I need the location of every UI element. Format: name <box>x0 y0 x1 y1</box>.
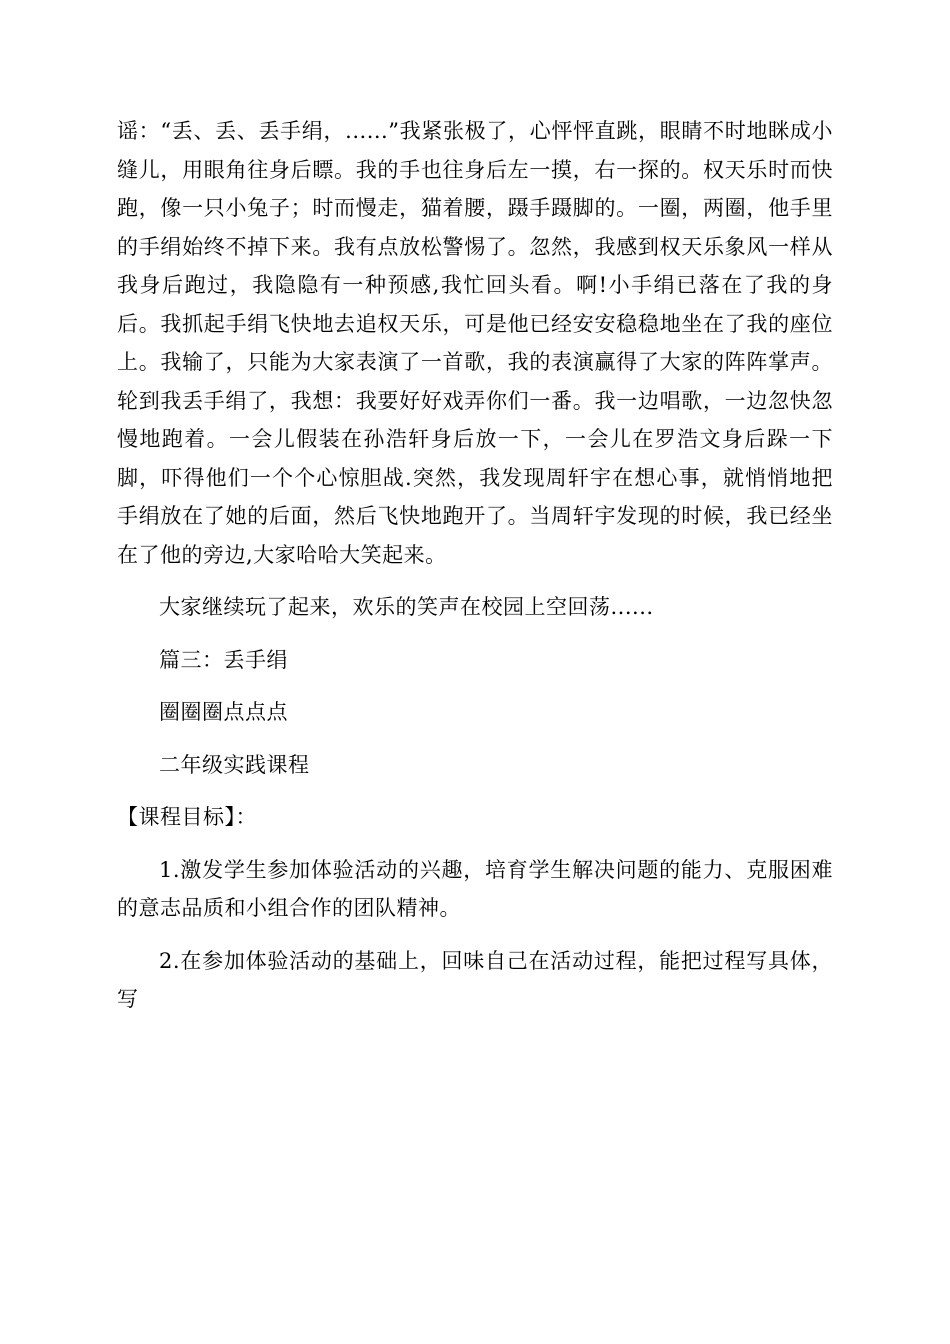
story-continuation-paragraph: 谣：“丢、丢、丢手绢，......”我紧张极了，心怦怦直跳，眼睛不时地眯成小缝儿，用眼角往身后瞟。我的手也往身后左一摸，右一探的。权天乐时而快跑，像一只小兔子；时而慢走，猫着腰，蹑手蹑脚的。一圈，两圈，他手里的手绢始终不掉下来。我有点放松警惕了。忽然，我感到权天乐象风一样从我身后跑过，我隐隐有一种预感,我忙回头看。啊!小手绢已落在了我的身后。我抓起手绢飞快地去追权天乐，可是他已经安安稳稳地坐在了我的座位上。我输了，只能为大家表演了一首歌，我的表演赢得了大家的阵阵掌声。轮到我丢手绢了，我想：我要好好戏弄你们一番。我一边唱歌，一边忽快忽慢地跑着。一会儿假装在孙浩轩身后放一下，一会儿在罗浩文身后跺一下脚，吓得他们一个个心惊胆战.突然，我发现周轩宇在想心事，就悄悄地把手绢放在了她的后面，然后飞快地跑开了。当周轩宇发现的时候，我已经坐在了他的旁边,大家哈哈大笑起来。 <box>117 119 833 567</box>
course-title: 二年级实践课程 <box>159 752 310 777</box>
document-body <box>117 112 833 1019</box>
story-ending-paragraph: 大家继续玩了起来，欢乐的笑声在校园上空回荡...... <box>159 595 654 619</box>
goals-heading: 【课程目标】： <box>117 805 257 829</box>
chapter-title: 篇三：丢手绢 <box>159 647 288 672</box>
goal-item-2: 2.在参加体验活动的基础上，回味自己在活动过程，能把过程写具体，写 <box>117 948 833 1011</box>
author-line: 圈圈圈点点点 <box>159 700 288 724</box>
goal-item-1: 1.激发学生参加体验活动的兴趣，培育学生解决问题的能力、克服困难的意志品质和小组合作的团队精神。 <box>117 857 833 920</box>
